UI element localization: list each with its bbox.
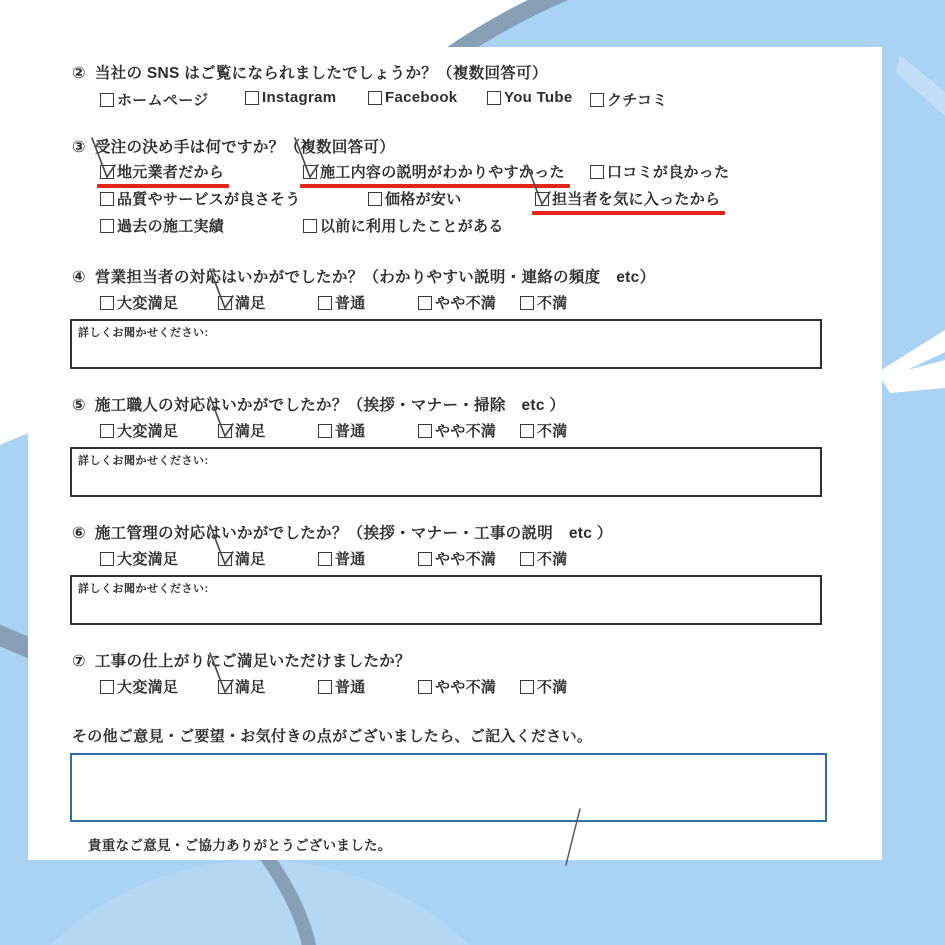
question-2-number: ②	[72, 65, 86, 82]
checkbox-label: ホームページ	[117, 92, 209, 109]
checkbox-icon	[368, 91, 382, 105]
checkbox-option-local-business	[100, 161, 224, 182]
question-3-row-1	[28, 161, 882, 185]
checkbox-icon	[520, 424, 534, 438]
checkbox-icon	[303, 165, 317, 179]
checkbox-label: 以前に利用したことがある	[320, 218, 504, 235]
question-7-number: ⑦	[72, 653, 86, 670]
question-6-options-row	[28, 548, 882, 572]
checkbox-icon	[100, 680, 114, 694]
question-4-title: ④ 営業担当者の対応はいかがでしたか？（わかりやすい説明・連絡の頻度 etc）	[72, 269, 656, 286]
checkbox-icon	[418, 296, 432, 310]
checkbox-q4-somewhat-dissatisfied	[418, 292, 496, 313]
checkbox-icon	[418, 552, 432, 566]
checkbox-option-youtube	[487, 89, 573, 106]
checkbox-q7-normal	[318, 676, 366, 697]
white-ribbon-shape	[878, 330, 945, 381]
checkbox-icon	[520, 296, 534, 310]
question-4-number: ④	[72, 269, 86, 286]
checkbox-q6-somewhat-dissatisfied	[418, 548, 496, 569]
checkbox-label: クチコミ	[607, 92, 668, 109]
checkbox-label: 過去の施工実績	[117, 218, 225, 235]
checkbox-option-good-reviews	[590, 161, 729, 182]
checkbox-icon	[368, 192, 382, 206]
checkbox-label: 不満	[537, 295, 568, 312]
question-3-row-2	[28, 188, 882, 212]
checkbox-label: 大変満足	[117, 551, 179, 568]
detail-box-label: 詳しくお聞かせください:	[78, 455, 209, 467]
handwritten-check-icon	[289, 135, 323, 181]
checkbox-option-liked-representative	[535, 188, 720, 209]
question-6-title: ⑥ 施工管理の対応はいかがでしたか？（挨拶・マナー・工事の説明 etc ）	[72, 525, 613, 542]
checkbox-label: 不満	[537, 679, 568, 696]
checkbox-icon	[520, 680, 534, 694]
checkbox-label: やや不満	[435, 295, 497, 312]
question-6-number: ⑥	[72, 525, 86, 542]
checkbox-label: 満足	[235, 679, 266, 696]
checkbox-icon	[590, 93, 604, 107]
checkbox-label: You Tube	[504, 89, 573, 106]
checkbox-icon	[218, 424, 232, 438]
checkbox-icon	[318, 296, 332, 310]
checkbox-icon	[100, 424, 114, 438]
checkbox-q5-very-satisfied	[100, 420, 178, 441]
checkbox-label: やや不満	[435, 679, 497, 696]
checkbox-label: 不満	[537, 551, 568, 568]
checkbox-option-homepage	[100, 89, 209, 110]
question-5-detail-box	[70, 447, 822, 497]
checkbox-label: 満足	[235, 423, 266, 440]
checkbox-icon	[218, 296, 232, 310]
question-6-detail-box	[70, 575, 822, 625]
checkbox-option-low-price	[368, 188, 462, 209]
checkbox-q5-normal	[318, 420, 366, 441]
checkbox-label: 普通	[335, 423, 366, 440]
checkbox-label: 普通	[335, 679, 366, 696]
checkbox-icon	[487, 91, 501, 105]
checkbox-q4-normal	[318, 292, 366, 313]
checkbox-icon	[100, 552, 114, 566]
checkbox-label: 品質やサービスが良さそう	[117, 191, 301, 208]
checkbox-label: 大変満足	[117, 295, 179, 312]
checkbox-q7-satisfied	[218, 676, 266, 697]
checkbox-q5-satisfied	[218, 420, 266, 441]
checkbox-q4-dissatisfied	[520, 292, 568, 313]
checkbox-q6-normal	[318, 548, 366, 569]
checkbox-icon	[218, 680, 232, 694]
checkbox-label: 施工内容の説明がわかりやすかった	[320, 164, 565, 181]
question-4-options-row	[28, 292, 882, 316]
checkbox-icon	[100, 93, 114, 107]
checkbox-icon	[303, 219, 317, 233]
checkbox-q7-dissatisfied	[520, 676, 568, 697]
checkbox-label: やや不満	[435, 423, 497, 440]
checkbox-label: 価格が安い	[385, 191, 462, 208]
question-4-detail-box	[70, 319, 822, 369]
checkbox-q5-somewhat-dissatisfied	[418, 420, 496, 441]
handwritten-check-icon	[521, 162, 555, 208]
checkbox-icon	[100, 192, 114, 206]
handwritten-check-icon	[204, 266, 238, 312]
checkbox-q6-satisfied	[218, 548, 266, 569]
question-5-options-row	[28, 420, 882, 444]
question-3-number: ③	[72, 139, 86, 156]
checkbox-label: 口コミが良かった	[607, 164, 730, 181]
checkbox-label: 担当者を気に入ったから	[552, 191, 721, 208]
other-comments-box	[70, 753, 827, 822]
checkbox-q7-somewhat-dissatisfied	[418, 676, 496, 697]
question-5-number: ⑤	[72, 397, 86, 414]
checkbox-option-facebook	[368, 89, 457, 106]
checkbox-icon	[218, 552, 232, 566]
checkbox-option-used-before	[303, 215, 504, 236]
checkbox-icon	[520, 552, 534, 566]
detail-box-label: 詳しくお聞かせください:	[78, 327, 209, 339]
swirl-arc-bottom	[258, 845, 310, 945]
question-2-title: ② 当社の SNS はご覧になられましたでしょうか？（複数回答可）	[72, 65, 548, 82]
checkbox-icon	[535, 192, 549, 206]
checkbox-option-quality-service	[100, 188, 301, 209]
handwritten-check-icon	[204, 522, 238, 568]
thank-you-note: 貴重なご意見・ご協力ありがとうございました。	[88, 838, 392, 853]
checkbox-q7-very-satisfied	[100, 676, 178, 697]
checkbox-label: やや不満	[435, 551, 497, 568]
checkbox-option-instagram	[245, 89, 336, 106]
other-comments-label: その他ご意見・ご要望・お気付きの点がございましたら、ご記入ください。	[72, 728, 593, 745]
checkbox-icon	[100, 219, 114, 233]
checkbox-icon	[245, 91, 259, 105]
checkbox-q6-dissatisfied	[520, 548, 568, 569]
faint-circle-shape	[0, 860, 560, 945]
question-7-title: ⑦ 工事の仕上がりにご満足いただけましたか？	[72, 653, 411, 670]
checkbox-label: 大変満足	[117, 679, 179, 696]
checkbox-q5-dissatisfied	[520, 420, 568, 441]
checkbox-icon	[100, 165, 114, 179]
stray-pen-stroke	[558, 805, 588, 867]
handwritten-check-icon	[204, 650, 238, 696]
checkbox-q4-satisfied	[218, 292, 266, 313]
question-7-options-row	[28, 676, 882, 700]
checkbox-q6-very-satisfied	[100, 548, 178, 569]
checkbox-label: 満足	[235, 295, 266, 312]
checkbox-label: 大変満足	[117, 423, 179, 440]
handwritten-check-icon	[86, 135, 120, 181]
checkbox-q4-very-satisfied	[100, 292, 178, 313]
checkbox-icon	[318, 552, 332, 566]
question-3-title: ③ 受注の決め手は何ですか？（複数回答可）	[72, 139, 396, 156]
checkbox-icon	[590, 165, 604, 179]
checkbox-option-kuchikomi	[590, 89, 668, 110]
white-ribbon-shape	[880, 360, 945, 393]
survey-paper	[28, 47, 882, 860]
detail-box-label: 詳しくお聞かせください:	[78, 583, 209, 595]
question-5-title: ⑤ 施工職人の対応はいかがでしたか？（挨拶・マナー・掃除 etc ）	[72, 397, 566, 414]
checkbox-label: 普通	[335, 295, 366, 312]
checkbox-icon	[418, 680, 432, 694]
question-3-row-3	[28, 215, 882, 239]
checkbox-label: 普通	[335, 551, 366, 568]
question-2-options-row	[28, 89, 882, 113]
checkbox-label: Facebook	[385, 89, 458, 106]
checkbox-label: Instagram	[262, 89, 337, 106]
handwritten-check-icon	[204, 394, 238, 440]
checkbox-icon	[100, 296, 114, 310]
checkbox-icon	[318, 424, 332, 438]
checkbox-label: 地元業者だから	[117, 164, 225, 181]
checkbox-label: 満足	[235, 551, 266, 568]
checkbox-icon	[318, 680, 332, 694]
checkbox-option-past-works	[100, 215, 224, 236]
checkbox-icon	[418, 424, 432, 438]
faint-ribbon-shape	[896, 55, 945, 116]
checkbox-label: 不満	[537, 423, 568, 440]
